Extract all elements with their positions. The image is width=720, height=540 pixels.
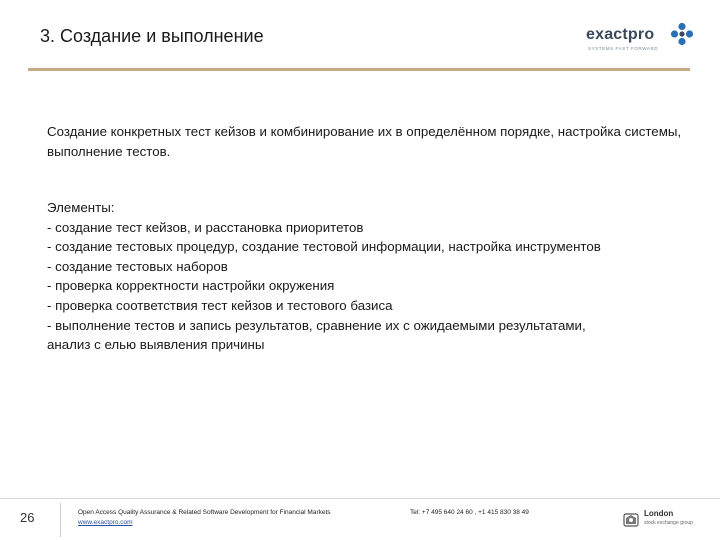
title-divider — [28, 68, 690, 71]
list-item: - создание тестовых процедур, создание тестовой информации, настройка инструментов — [47, 239, 601, 255]
list-item: - выполнение тестов и запись результатов, сравнение их с ожидаемыми результатами, анализ с елью выявления причины — [47, 317, 586, 353]
logo-tagline: SYSTEMS FAST FORWARD — [588, 46, 659, 51]
lse-name: London — [644, 509, 674, 518]
elements-heading: Элементы: — [47, 200, 115, 215]
list-item: - создание тест кейзов, и расстановка приоритетов — [47, 219, 364, 235]
list-item: - проверка корректности настройки окружения — [47, 278, 335, 294]
exactpro-logo — [586, 22, 696, 58]
exactpro-logo-icon — [670, 22, 694, 48]
page-number: 26 — [20, 510, 35, 525]
footer-description: Open Access Quality Assurance & Related Software Development for Financial Markets — [78, 509, 331, 516]
intro-paragraph: Создание конкретных тест кейзов и комбинирование их в определённом порядке, настройка системы, выполнение тестов. — [47, 124, 682, 159]
footer-website-link[interactable]: www.exactpro.com — [78, 519, 133, 526]
footer-separator — [60, 503, 61, 537]
list-item: - создание тестовых наборов — [47, 258, 228, 274]
lse-subtitle: stock exchange group — [644, 520, 693, 526]
list-item: - проверка соответствия тест кейзов и тестового базиса — [47, 297, 393, 313]
lse-logo — [622, 506, 702, 532]
logo-wordmark: exactpro — [586, 26, 655, 43]
elements-list — [47, 198, 687, 355]
footer-phone: Tel: +7 495 640 24 60 , +1 415 830 38 49 — [410, 509, 529, 516]
footer-divider-line — [0, 498, 720, 499]
slide-title: 3. Создание и выполнение — [40, 26, 264, 46]
lse-crest-icon — [622, 510, 640, 528]
